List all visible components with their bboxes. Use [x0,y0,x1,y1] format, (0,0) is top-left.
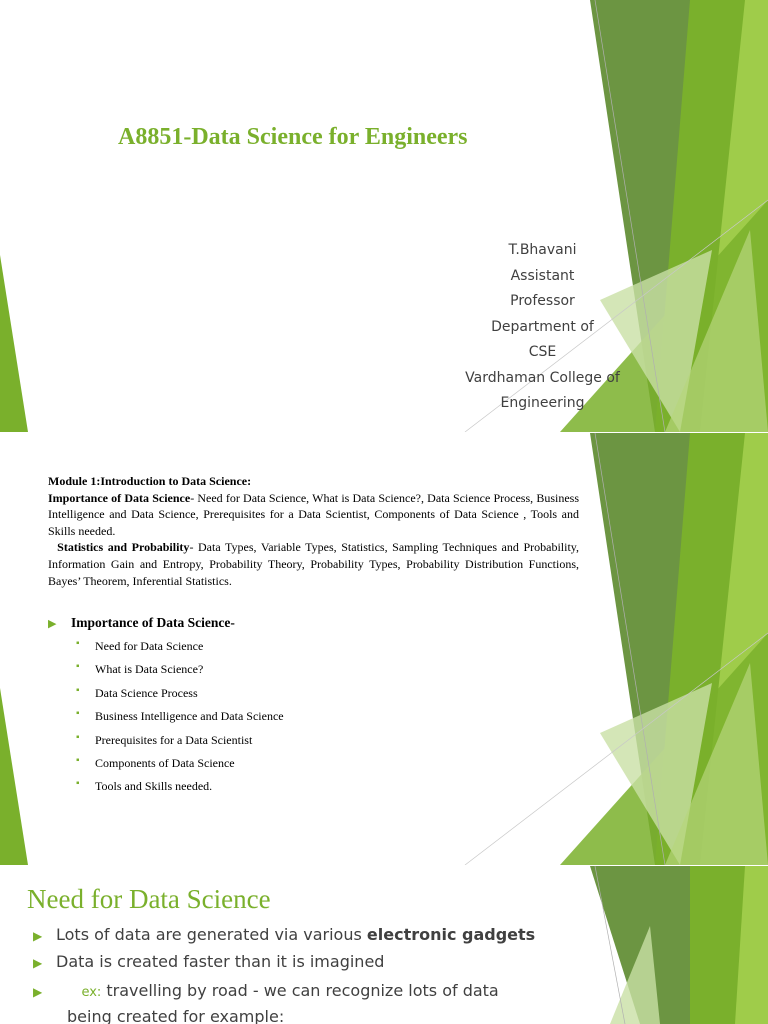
arrow-bullet-icon: ▶ [48,618,57,630]
importance-text: - Need for Data Science, What is Data Science?, Data Science Process, Business Intelligence and Data Science, Prerequisites for a Data Scientist, Components of Data Science , Tools and Skills needed. [48,490,579,538]
bullet-dot-icon: ▪ [76,731,80,743]
list-item-text: Components of Data Science [95,755,235,770]
module-heading: Module 1:Introduction to Data Science: [48,474,252,488]
bullet-row [33,952,384,971]
bullet-dot-icon: ▪ [76,778,80,790]
author-line: Engineering [500,395,585,411]
list-item [76,779,284,802]
author-line: Vardhaman College of [465,369,620,386]
list-item [76,639,284,662]
bullet-dot-icon: ▪ [76,638,80,649]
bullet-text: Data is created faster than it is imagined [56,952,385,971]
need-slide [0,866,768,1024]
author-line: CSE [528,344,557,360]
importance-label: Importance of Data Science [48,490,191,505]
list-item [76,756,284,779]
stats-label: Statistics and Probability [57,540,190,555]
author-line: Professor [510,293,575,309]
title-slide [0,0,768,432]
list-item-text: Data Science Process [95,685,198,700]
module-slide [0,433,768,865]
list-item-text: Prerequisites for a Data Scientist [95,732,253,747]
list-item-text: Tools and Skills needed. [95,779,213,794]
bullet-dot-icon: ▪ [76,661,80,673]
green-decoration [0,0,768,432]
list-item [76,686,284,709]
example-continuation: being created for example: [67,1007,285,1024]
bullet-text: Lots of data are generated via various [56,925,367,944]
bullet-heading-text: Importance of Data Science- [71,615,235,630]
bullet-dot-icon: ▪ [76,684,80,696]
author-line: T.Bhavani [508,242,577,258]
bullet-dot-icon: ▪ [76,754,80,766]
module-description [48,473,579,589]
list-item-text: Need for Data Science [95,639,204,653]
arrow-bullet-icon: ▶ [33,929,43,943]
arrow-bullet-icon: ▶ [33,985,43,999]
bullet-bold-text: electronic gadgets [366,925,536,944]
bullet-heading [48,615,235,631]
slide-heading: Need for Data Science [27,884,271,914]
bullet-dot-icon: ▪ [76,708,80,720]
author-line: Assistant [510,267,575,284]
arrow-bullet-icon: ▶ [33,956,43,970]
author-block [450,238,635,417]
list-item [76,733,284,756]
list-item [76,662,284,685]
bullet-row [33,925,535,944]
author-line: Department of [491,318,594,335]
example-row [33,981,499,1000]
sub-item-list [76,639,284,803]
example-text: travelling by road - we can recognize lots of data [101,981,499,1000]
example-label: ex: [81,985,102,1000]
list-item-text: Business Intelligence and Data Science [95,709,284,724]
list-item-text: What is Data Science? [95,662,204,677]
stats-text: - Data Types, Variable Types, Statistics, Sampling Techniques and Probability, Information Gain and Entropy, Probability Theory, Probability Types, Probability Distribution Functions, Bayes’ Theorem, Inferential Statistics. [48,540,580,588]
list-item [76,709,284,732]
slide-title: A8851-Data Science for Engineers [118,124,468,150]
